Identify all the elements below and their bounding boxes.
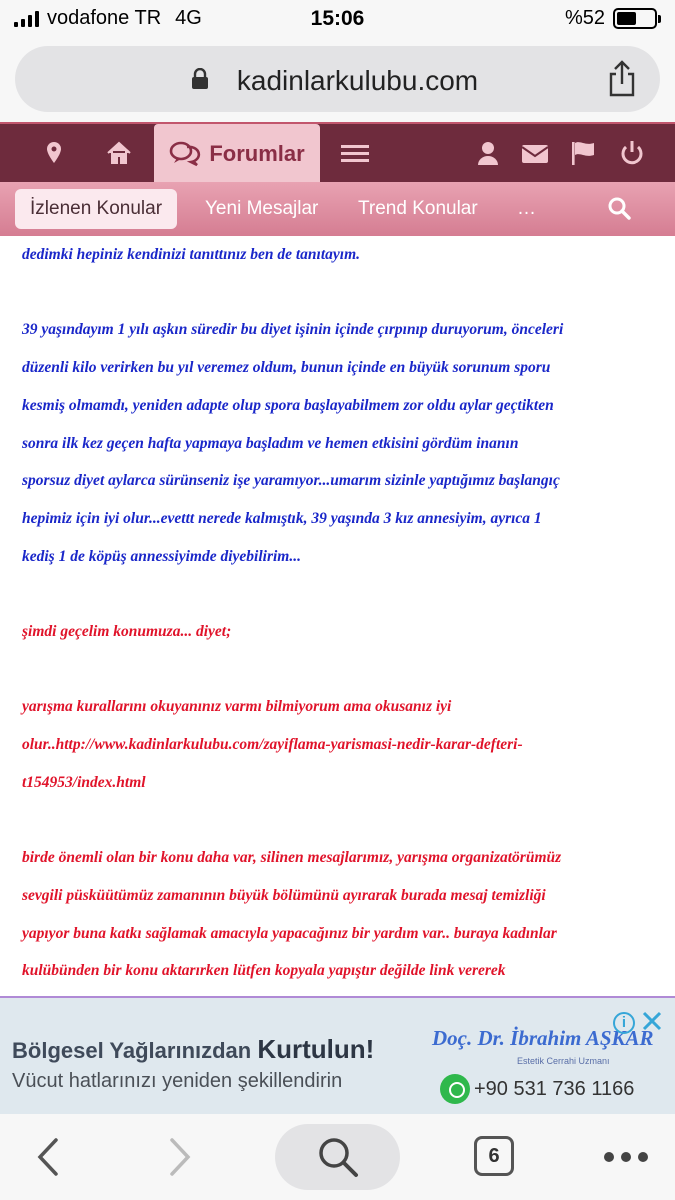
share-icon[interactable] — [606, 60, 638, 98]
more-icon[interactable] — [604, 1152, 648, 1162]
post-line: 39 yaşındayım 1 yılı aşkın süredir bu diyet işinin içinde çırpınıp duruyorum, önceleri — [22, 321, 564, 339]
browser-toolbar — [0, 1114, 675, 1200]
ad-title — [12, 1034, 374, 1065]
battery-info — [565, 7, 657, 30]
power-icon[interactable] — [618, 140, 646, 166]
tab-forumlar[interactable] — [154, 124, 320, 184]
post-line: yapıyor buna katkı sağlamak amacıyla yapacağınız bir yardım var.. buraya kadınlar — [22, 924, 557, 942]
forum-main-nav — [0, 122, 675, 182]
post-line: sporsuz diyet aylarca sürünseniz işe yaramıyor...umarım sizinle yaptığımız başlangıç — [22, 472, 560, 490]
network-type: 4G — [175, 7, 202, 29]
close-icon[interactable] — [639, 1008, 665, 1034]
ad-doctor-name: Doç. Dr. İbrahim AŞKAR — [432, 1026, 654, 1050]
clock: 15:06 — [310, 7, 365, 30]
battery-icon — [613, 8, 657, 29]
tab-more[interactable]: … — [517, 198, 536, 219]
search-icon — [316, 1136, 360, 1178]
menu-icon[interactable] — [341, 140, 369, 166]
post-intro: dedimki hepiniz kendinizi tanıttınız ben de tanıtayım. — [22, 246, 361, 263]
user-icon[interactable] — [474, 140, 502, 166]
search-icon[interactable] — [607, 196, 631, 220]
flag-icon[interactable] — [570, 140, 598, 166]
tab-yeni-mesajlar[interactable]: Yeni Mesajlar — [205, 198, 319, 219]
whatsapp-icon — [440, 1074, 470, 1104]
back-icon[interactable] — [34, 1136, 62, 1178]
post-link[interactable]: olur..http://www.kadinlarkulubu.com/zayiflama-yarismasi-nedir-karar-defteri- — [22, 736, 523, 754]
carrier-name: vodafone TR — [47, 7, 162, 29]
post-paragraph-intro — [22, 311, 657, 575]
ad-banner[interactable] — [0, 996, 675, 1114]
post-line: kesmiş olmamdı, yeniden adapte olup spora başlayabilmem zor oldu aylar geçtikten — [22, 396, 554, 414]
address-bar[interactable] — [15, 46, 660, 112]
browser-address-area — [0, 38, 675, 122]
post-line: kediş 1 de köpüş annessiyimde diyebilirim... — [22, 547, 301, 565]
tab-forumlar-label: Forumlar — [209, 141, 305, 166]
post-paragraph-messages — [22, 839, 657, 990]
ad-phone[interactable] — [440, 1074, 634, 1104]
tabs-button[interactable]: 6 — [474, 1136, 514, 1176]
chat-bubbles-icon — [169, 141, 203, 167]
post-topic-line: şimdi geçelim konumuza... diyet; — [22, 623, 232, 640]
battery-percent: %52 — [564, 7, 605, 29]
tab-trend-konular[interactable]: Trend Konular — [358, 198, 478, 219]
mail-icon[interactable] — [521, 140, 549, 166]
ad-subtitle: Vücut hatlarınızı yeniden şekillendirin — [12, 1070, 343, 1092]
tab-izlenen-konular[interactable]: İzlenen Konular — [15, 189, 177, 229]
post-line: sonra ilk kez geçen hafta yapmaya başladım ve hemen etkisini gördüm inanın — [22, 434, 519, 452]
post-line: kulübünden bir konu aktarırken lütfen kopyala yapıştır değilde link vererek — [22, 962, 506, 980]
post-line: hepimiz için iyi olur...evettt nerede kalmıştık, 39 yaşında 3 kız annesiyim, ayrıca 1 — [22, 509, 542, 527]
toolbar-search-button[interactable] — [275, 1124, 400, 1190]
post-line: sevgili püsküütümüz zamanının büyük bölümünü ayırarak burada mesaj temizliği — [22, 886, 546, 904]
status-bar — [0, 0, 675, 38]
post-link[interactable]: t154953/index.html — [22, 773, 146, 791]
ad-title-bold: Kurtulun! — [257, 1034, 375, 1064]
home-icon[interactable] — [105, 140, 133, 166]
ad-info-icon[interactable]: i — [613, 1012, 635, 1034]
forward-icon[interactable] — [166, 1136, 194, 1178]
post-line: birde önemli olan bir konu daha var, silinen mesajlarımız, yarışma organizatörümüz — [22, 849, 562, 867]
ad-title-prefix: Bölgesel Yağlarınızdan — [12, 1038, 252, 1063]
post-line: yarışma kurallarını okuyanınız varmı bilmiyorum ama okusanız iyi — [22, 698, 452, 716]
forum-sub-nav — [0, 182, 675, 236]
post-content — [22, 236, 657, 990]
post-line: düzenli kilo verirken bu yıl veremez oldum, bunun içinde en büyük sorunum sporu — [22, 359, 551, 377]
url-text: kadinlarkulubu.com — [236, 65, 479, 96]
post-paragraph-rules — [22, 688, 657, 801]
ad-specialty: Estetik Cerrahi Uzmanı — [517, 1056, 610, 1066]
map-marker-icon[interactable] — [40, 140, 68, 166]
ad-phone-number: +90 531 736 1166 — [474, 1077, 635, 1100]
